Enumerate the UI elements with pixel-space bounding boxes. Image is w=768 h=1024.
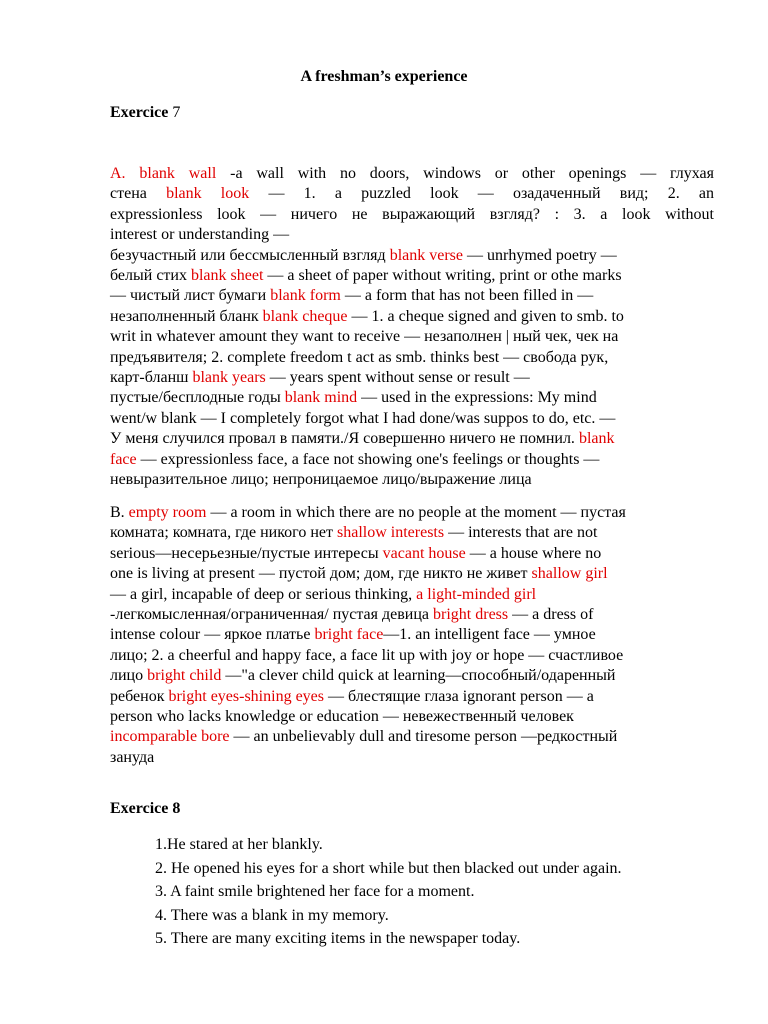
text-run: intense colour — яркое платье bbox=[110, 626, 315, 644]
text-run: writ in whatever amount they want to receive — незаполнен | ный чек, чек на bbox=[110, 328, 619, 346]
text-line bbox=[110, 429, 714, 449]
text-line bbox=[110, 205, 714, 225]
text-run: — 1. a puzzled look — озадаченный вид; 2. an bbox=[249, 185, 714, 203]
vocab-term: blank years bbox=[192, 369, 266, 387]
text-run: — a dress of bbox=[508, 606, 594, 624]
text-run: —1. an intelligent face — умное bbox=[383, 626, 596, 644]
text-line bbox=[110, 646, 714, 666]
list-item: 3. A faint smile brightened her face for a moment. bbox=[155, 883, 475, 900]
text-line bbox=[110, 523, 714, 543]
section-a bbox=[110, 164, 714, 490]
text-run: лицо bbox=[110, 667, 148, 685]
vocab-term: shallow interests bbox=[337, 524, 445, 542]
text-line bbox=[110, 307, 714, 327]
vocab-term: blank mind bbox=[284, 389, 358, 407]
list-item: 5. There are many exciting items in the newspaper today. bbox=[155, 930, 521, 947]
text-run: белый стих bbox=[110, 266, 191, 284]
text-line bbox=[110, 368, 714, 388]
exercise-8-list bbox=[155, 833, 622, 951]
exercise-7-number: 7 bbox=[172, 104, 181, 121]
text-run: незаполненный бланк bbox=[110, 307, 263, 325]
text-line bbox=[110, 544, 714, 564]
text-run: — an unbelievably dull and tiresome person —редкостный bbox=[229, 728, 618, 746]
text-line bbox=[110, 687, 714, 707]
text-run: невыразительное лицо; непроницаемое лицо/выражение лица bbox=[110, 471, 532, 489]
text-line bbox=[110, 585, 714, 605]
text-run: — a room in which there are no people at the moment — пустая bbox=[206, 504, 626, 521]
text-run: — years spent without sense or result — bbox=[265, 369, 530, 387]
vocab-term: blank cheque bbox=[262, 307, 348, 325]
vocab-term: blank verse bbox=[389, 246, 463, 264]
section-b bbox=[110, 503, 714, 768]
text-run: B. bbox=[110, 504, 129, 521]
text-run: У меня случился провал в памяти./Я совершенно ничего не помнил. bbox=[110, 430, 579, 448]
vocab-term: A. blank wall bbox=[110, 165, 217, 182]
text-run: ребенок bbox=[110, 687, 169, 705]
vocab-term: shallow girl bbox=[531, 565, 608, 583]
text-run: expressionless look — ничего не выражающий взгляд? : 3. a look without bbox=[110, 205, 714, 223]
text-run: — 1. a cheque signed and given to smb. to bbox=[347, 307, 624, 325]
text-line bbox=[110, 605, 714, 625]
exercise-7-heading bbox=[110, 104, 180, 122]
text-run: — чистый лист бумаги bbox=[110, 287, 271, 305]
text-run: — used in the expressions: My mind bbox=[357, 389, 597, 407]
text-run: — interests that are not bbox=[444, 524, 598, 542]
vocab-term: bright dress bbox=[433, 606, 509, 624]
text-line bbox=[110, 707, 714, 727]
exercise-8-heading bbox=[110, 800, 180, 818]
text-run: лицо; 2. a cheerful and happy face, a face lit up with joy or hope — счастливое bbox=[110, 646, 624, 664]
text-line bbox=[110, 266, 714, 286]
text-run: -a wall with no doors, windows or other openings — глухая bbox=[216, 165, 714, 182]
text-run: -легкомысленная/ограниченная/ пустая девица bbox=[110, 606, 434, 624]
text-line bbox=[110, 225, 714, 245]
text-run: went/w blank — I completely forgot what I had done/was suppos to do, etc. — bbox=[110, 409, 616, 427]
exercise-7-label: Exercice bbox=[110, 104, 169, 121]
exercise-8-label: Exercice 8 bbox=[110, 800, 181, 817]
vocab-term: a light-minded girl bbox=[416, 585, 537, 603]
vocab-term: incomparable bore bbox=[110, 728, 230, 746]
text-run: предъявителя; 2. complete freedom t act as smb. thinks best — свобода рук, bbox=[110, 348, 609, 366]
list-item: 4. There was a blank in my memory. bbox=[155, 906, 389, 924]
vocab-term: bright face bbox=[314, 626, 384, 644]
text-run: стена bbox=[110, 185, 167, 203]
text-line bbox=[110, 625, 714, 645]
vocab-term: face bbox=[110, 450, 137, 468]
text-run: person who lacks knowledge or education — невежественный человек bbox=[110, 708, 574, 726]
text-line bbox=[110, 450, 714, 470]
text-run: — a sheet of paper without writing, print or othe marks bbox=[263, 266, 622, 284]
text-line bbox=[110, 164, 714, 184]
list-item: 2. He opened his eyes for a short while but then blacked out under again. bbox=[155, 859, 622, 877]
text-run: — a house where no bbox=[465, 544, 602, 562]
vocab-term: blank sheet bbox=[190, 266, 264, 284]
text-run: one is living at present — пустой дом; дом, где никто не живет bbox=[110, 565, 532, 583]
text-run: пустые/бесплодные годы bbox=[110, 389, 285, 407]
vocab-term: bright eyes-shining eyes bbox=[168, 687, 324, 705]
text-run: карт-бланш bbox=[110, 369, 193, 387]
vocab-term: blank form bbox=[270, 287, 341, 305]
text-line bbox=[110, 286, 714, 306]
text-line bbox=[110, 246, 714, 266]
text-run: — a girl, incapable of deep or serious thinking, bbox=[110, 585, 417, 603]
text-line bbox=[110, 409, 714, 429]
text-run: — блестящие глаза ignorant person — a bbox=[324, 687, 594, 705]
text-run: interest or understanding — bbox=[110, 226, 290, 244]
text-line bbox=[110, 666, 714, 686]
vocab-term: empty room bbox=[128, 504, 207, 521]
text-line bbox=[110, 564, 714, 584]
text-run: — unrhymed poetry — bbox=[463, 246, 617, 264]
text-run: — expressionless face, a face not showing one's feelings or thoughts — bbox=[136, 450, 600, 468]
text-line bbox=[110, 748, 714, 768]
text-line bbox=[110, 503, 714, 523]
text-run: — a form that has not been filled in — bbox=[340, 287, 594, 305]
text-run: зануда bbox=[110, 748, 155, 766]
list-item: 1.He stared at her blankly. bbox=[155, 836, 323, 853]
text-line bbox=[110, 327, 714, 347]
text-run: serious—несерьезные/пустые интересы bbox=[110, 544, 383, 562]
text-line bbox=[110, 727, 714, 747]
text-run: комната; комната, где никого нет bbox=[110, 524, 337, 542]
page-title: A freshman’s experience bbox=[300, 68, 468, 85]
text-run: безучастный или бессмысленный взгляд bbox=[110, 246, 390, 264]
text-line bbox=[110, 184, 714, 204]
text-line bbox=[110, 348, 714, 368]
vocab-term: vacant house bbox=[382, 544, 466, 562]
text-line bbox=[110, 388, 714, 408]
vocab-term: blank bbox=[578, 430, 615, 448]
vocab-term: blank look bbox=[166, 185, 250, 203]
vocab-term: bright child bbox=[147, 667, 222, 685]
text-line bbox=[110, 470, 714, 490]
text-run: —"a clever child quick at learning—способный/одаренный bbox=[221, 667, 616, 685]
